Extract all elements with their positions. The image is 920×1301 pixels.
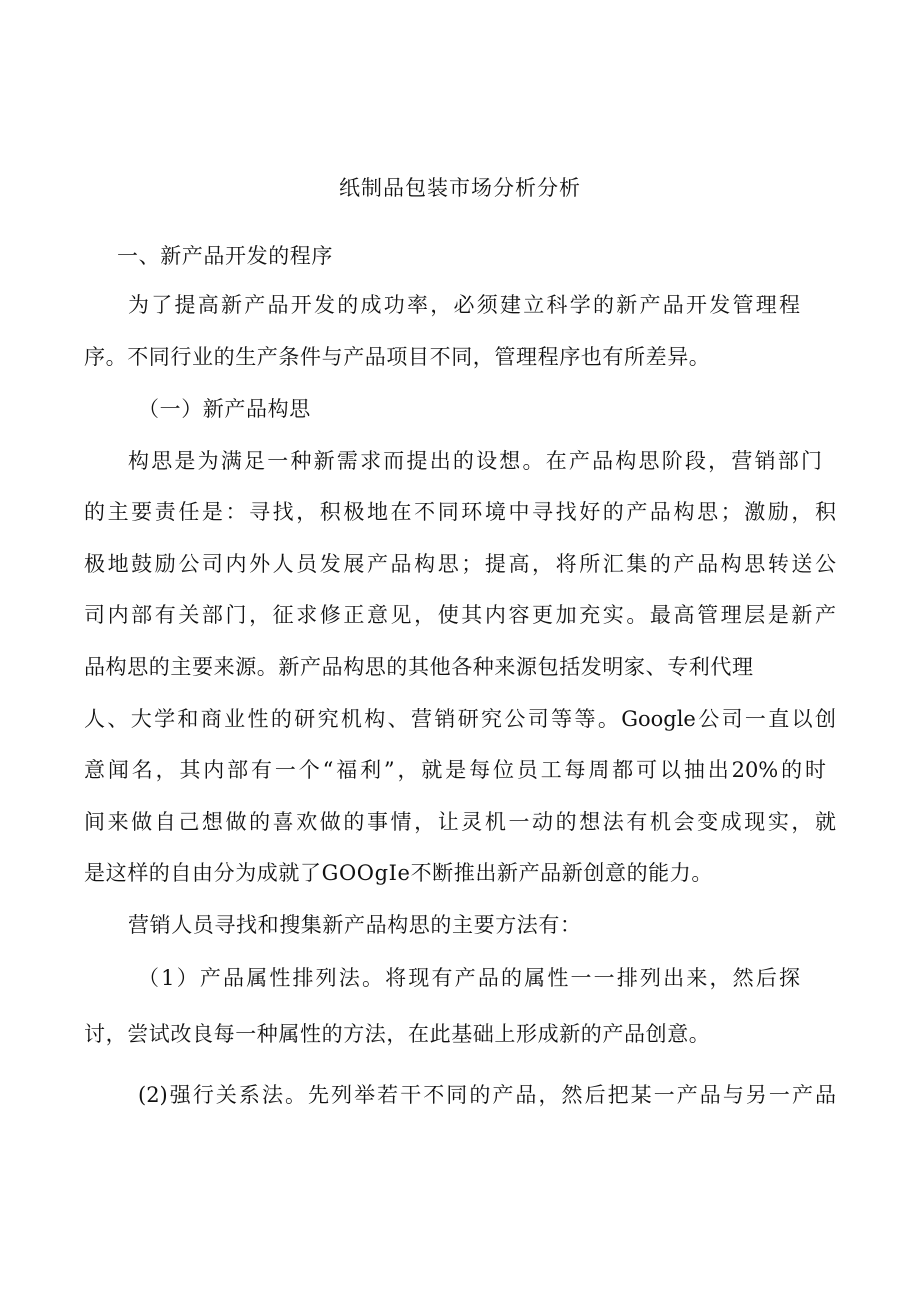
paragraph-line: 人、大学和商业性的研究机构、营销研究公司等等。Google公司一直以创 (84, 707, 836, 731)
paragraph-line: 序。不同行业的生产条件与产品项目不同，管理程序也有所差异。 (84, 345, 711, 369)
paragraph-line: 司内部有关部门，征求修正意见，使其内容更加充实。最高管理层是新产 (84, 603, 836, 627)
subsection-heading: （一）新产品构思 (138, 397, 311, 421)
paragraph-line: 营销人员寻找和搜集新产品构思的主要方法有： (128, 913, 582, 937)
list-item-line: （1）产品属性排列法。将现有产品的属性一一排列出来，然后探 (138, 966, 800, 990)
paragraph-line: 构思是为满足一种新需求而提出的设想。在产品构思阶段，营销部门 (128, 449, 822, 473)
document-title: 纸制品包装市场分析分析 (339, 176, 581, 200)
paragraph-line: 品构思的主要来源。新产品构思的其他各种来源包括发明家、专利代理 (84, 655, 754, 679)
paragraph-line: 极地鼓励公司内外人员发展产品构思；提高，将所汇集的产品构思转送公 (84, 552, 836, 576)
paragraph-line: 间来做自己想做的喜欢做的事情，让灵机一动的想法有机会变成现实，就 (84, 810, 836, 834)
paragraph-line: 意闻名，其内部有一个“福利”，就是每位员工每周都可以抽出20%的时 (84, 758, 826, 782)
paragraph-line: 为了提高新产品开发的成功率，必须建立科学的新产品开发管理程 (128, 293, 800, 317)
paragraph-line: 是这样的自由分为成就了GOOgIe不断推出新产品新创意的能力。 (84, 861, 713, 885)
list-item-line: 讨，尝试改良每一种属性的方法，在此基础上形成新的产品创意。 (84, 1022, 711, 1046)
list-item-line: (2)强行关系法。先列举若干不同的产品，然后把某一产品与另一产品 (138, 1083, 836, 1107)
paragraph-line: 的主要责任是：寻找，积极地在不同环境中寻找好的产品构思；激励，积 (84, 500, 836, 524)
section-heading: 一、新产品开发的程序 (117, 244, 333, 268)
